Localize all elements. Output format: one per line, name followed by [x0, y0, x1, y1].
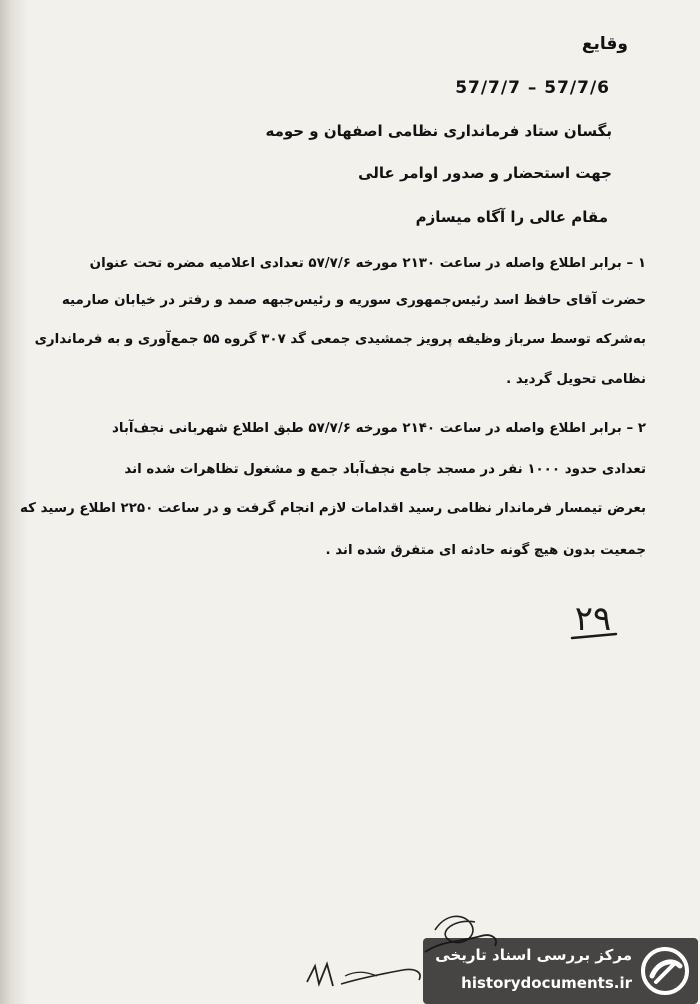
paragraph-line: جمعیت بدون هیچ گونه حادثه ای متفرق شده اند . — [325, 543, 646, 558]
document-title: وقایع — [581, 34, 628, 54]
paragraph-line: بعرض تیمسار فرماندار نظامی رسید اقدامات لازم انجام گرفت و در ساعت ۲۲۵۰ اطلاع رسید که — [20, 501, 646, 516]
watermark-url: historydocuments.ir — [461, 974, 632, 992]
handwritten-page-number — [558, 590, 628, 650]
paragraph-line: نظامی تحویل گردید . — [506, 372, 646, 387]
archive-watermark — [423, 938, 698, 1004]
recipient-line: بگسان ستاد فرمانداری نظامی اصفهان و حومه — [265, 122, 612, 140]
salutation-line: مقام عالی را آگاه میسازم — [415, 208, 608, 226]
paragraph-line: به‌شرکه توسط سرباز وظیفه پرویز جمشیدی جمعی گد ۳۰۷ گروه ۵۵ جمع‌آوری و به فرمانداری — [34, 332, 646, 347]
subject-line: جهت استحضار و صدور اوامر عالی — [358, 164, 612, 182]
paragraph-line: ۱ – برابر اطلاع واصله در ساعت ۲۱۳۰ مورخه ۵۷/۷/۶ تعدادی اعلامیه مضره تحت عنوان — [89, 256, 646, 271]
archive-logo-icon — [640, 946, 690, 996]
paragraph-line: ۲ – برابر اطلاع واصله در ساعت ۲۱۴۰ مورخه ۵۷/۷/۶ طبق اطلاع شهربانی نجف‌آباد — [111, 421, 646, 436]
paragraph-line: حضرت آقای حافظ اسد رئیس‌جمهوری سوریه و رئیس‌جبهه صمد و رفتر در خیابان صارمیه — [61, 293, 646, 308]
document-dates: 57/7/7 – 57/7/6 — [455, 78, 610, 98]
paragraph-line: تعدادی حدود ۱۰۰۰ نفر در مسجد جامع نجف‌آباد جمع و مشغول تظاهرات شده اند — [124, 462, 646, 477]
page-number-text: ۲۹ — [574, 599, 612, 639]
watermark-title: مرکز بررسی اسناد تاریخی — [435, 946, 632, 964]
